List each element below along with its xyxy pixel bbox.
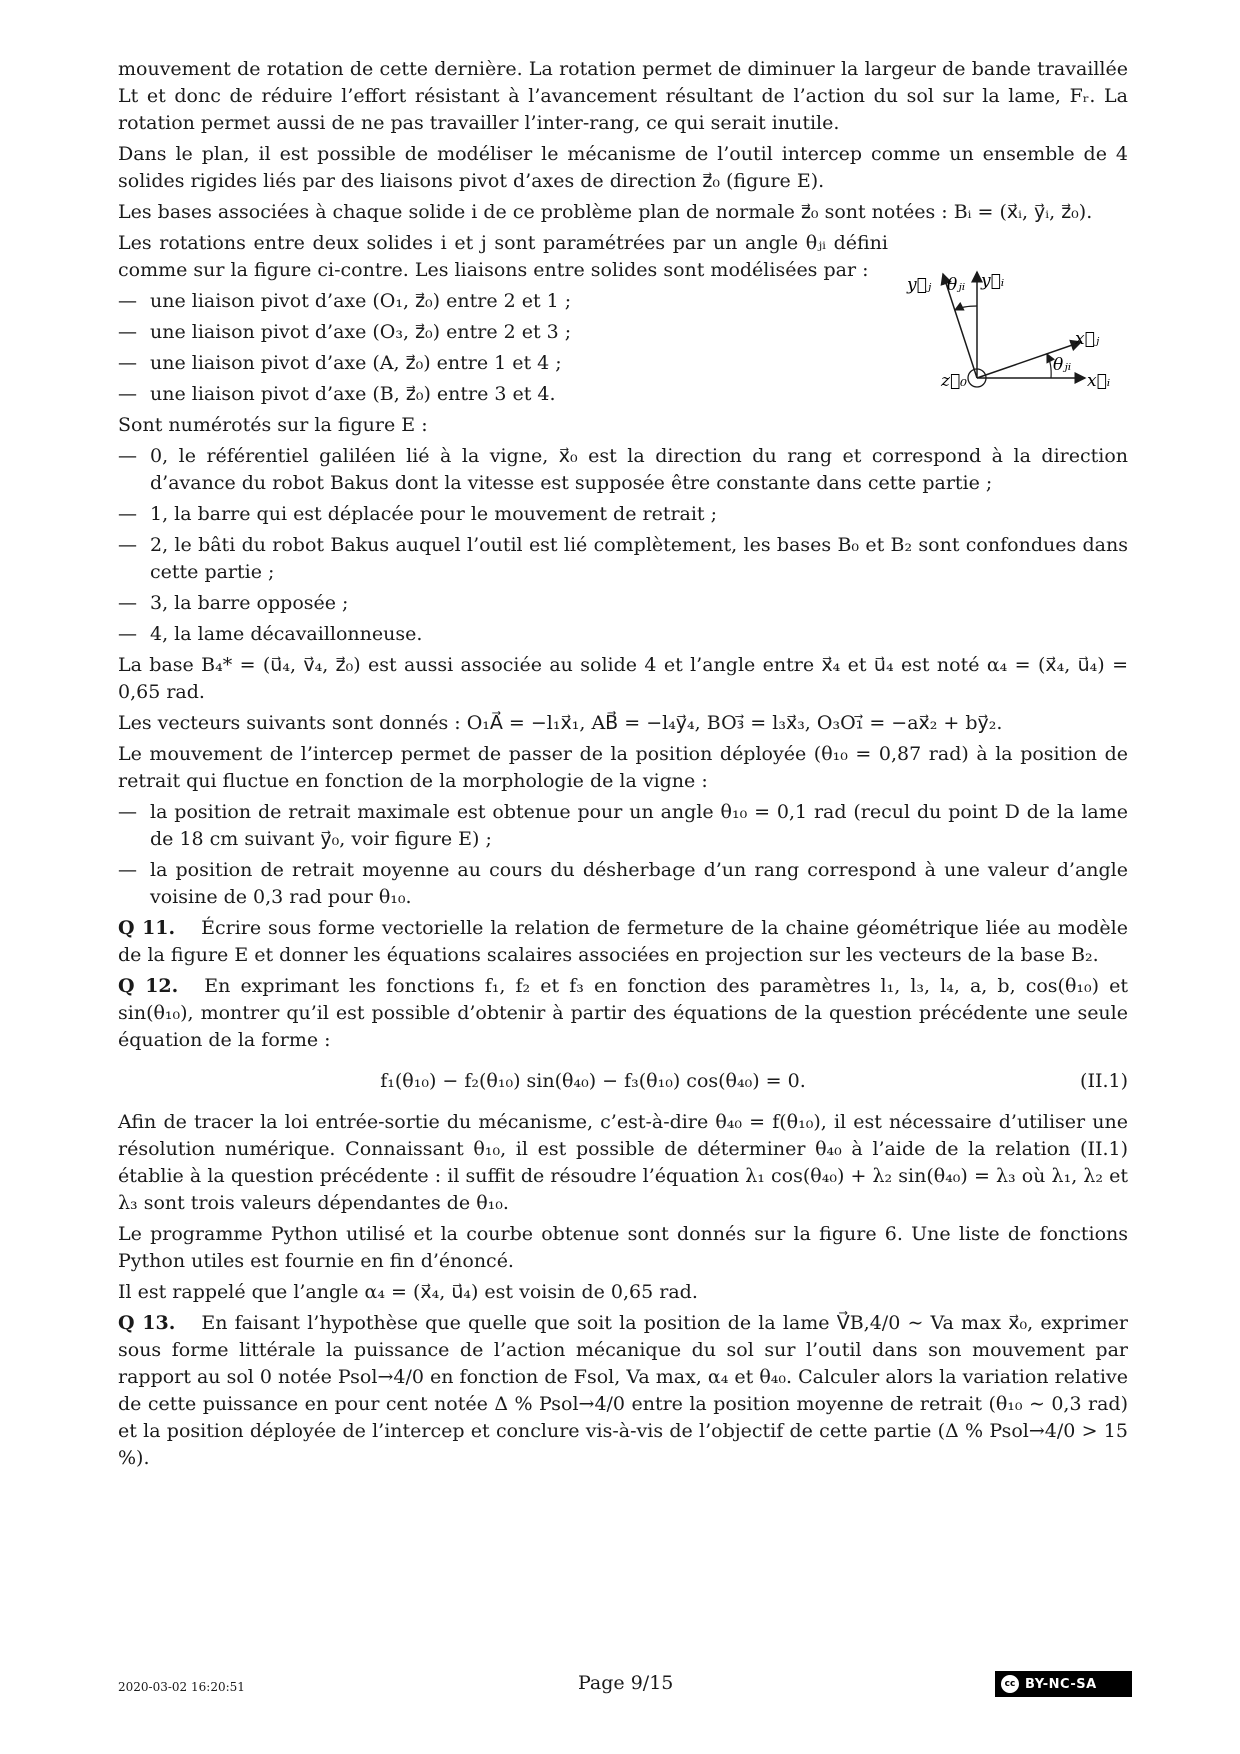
label-y-i: y⃗ᵢ <box>981 271 1005 291</box>
equation-ii1 <box>118 1068 1128 1095</box>
question-11: Q 11. Écrire sous forme vectorielle la relation de fermeture de la chaine géométrique liée au modèle de la figure E et donner les équations scalaires associées en projection sur les vecteurs de la base B₂. <box>118 917 1128 966</box>
question-13: Q 13. En faisant l’hypothèse que quelle que soit la position de la lame V⃗B,4/0 ∼ Va max x⃗₀, exprimer sous forme littérale la puissance de l’action mécanique du sol sur l’outil dans son mouvement par rapport au sol 0 notée Psol→4/0 en fonction de Fsol, Va max, α₄ et θ₄₀. Calculer alors la variation relative de cette puissance en pour cent notée Δ % Psol→4/0 entre la position moyenne de retrait (θ₁₀ ∼ 0,3 rad) et la position déployée de l’intercep et conclure vis-à-vis de l’objectif de cette partie (Δ % Psol→4/0 > 15 %). <box>118 1312 1128 1469</box>
label-theta-top: θⱼᵢ <box>947 275 966 295</box>
license-badge[interactable] <box>995 1671 1132 1697</box>
equation-number: (II.1) <box>1080 1070 1128 1092</box>
cc-icon: cc <box>1001 1675 1019 1693</box>
paragraph: Le programme Python utilisé et la courbe obtenue sont donnés sur la figure 6. Une liste de fonctions Python utiles est fournie en fin d’énoncé. <box>118 1223 1128 1272</box>
label-theta-right: θⱼᵢ <box>1053 355 1072 375</box>
paragraph: Les vecteurs suivants sont donnés : O₁A⃗ = −l₁x⃗₁, AB⃗ = −l₄y⃗₄, BO₃⃗ = l₃x⃗₃, O₃O₁⃗ = −ax⃗₂ + by⃗₂. <box>118 712 1003 734</box>
theta-top-arc <box>955 306 977 310</box>
footer-date: 2020-03-02 16:20:51 <box>118 1680 245 1694</box>
angle-diagram <box>905 250 1145 410</box>
paragraph: La base B₄* = (u⃗₄, v⃗₄, z⃗₀) est aussi associée au solide 4 et l’angle entre x⃗₄ et u⃗₄ est noté α₄ = (x⃗₄, u⃗₄) = 0,65 rad. <box>118 654 1128 703</box>
list-item: — une liaison pivot d’axe (A, z⃗₀) entre 1 et 4 ; <box>118 352 562 374</box>
list-item: — la position de retrait moyenne au cours du désherbage d’un rang correspond à une valeur d’angle voisine de 0,3 rad pour θ₁₀. <box>118 859 1128 908</box>
paragraph: Le mouvement de l’intercep permet de passer de la position déployée (θ₁₀ = 0,87 rad) à la position de retrait qui fluctue en fonction de la morphologie de la vigne : <box>118 743 1128 792</box>
label-z-0: z⃗₀ <box>941 371 967 391</box>
list-item: — la position de retrait maximale est obtenue pour un angle θ₁₀ = 0,1 rad (recul du point D de la lame de 18 cm suivant y⃗₀, voir figure E) ; <box>118 801 1128 850</box>
list-item: — 2, le bâti du robot Bakus auquel l’outil est lié complètement, les bases B₀ et B₂ sont confondues dans cette partie ; <box>118 534 1128 583</box>
license-label: BY-NC-SA <box>1025 1676 1097 1692</box>
paragraph: Les rotations entre deux solides i et j sont paramétrées par un angle θⱼᵢ défini comme sur la figure ci-contre. Les liaisons entre solides sont modélisées par : <box>118 232 888 281</box>
list-item: — une liaison pivot d’axe (B, z⃗₀) entre 3 et 4. <box>118 383 556 405</box>
paragraph: Il est rappelé que l’angle α₄ = (x⃗₄, u⃗₄) est voisin de 0,65 rad. <box>118 1281 698 1303</box>
label-y-j: y⃗ⱼ <box>907 275 932 295</box>
paragraph: mouvement de rotation de cette dernière. La rotation permet de diminuer la largeur de bande travaillée Lt et donc de réduire l’effort résistant à l’avancement résultant de l’action du sol sur la lame, Fᵣ. La rotation permet aussi de ne pas travailler l’inter-rang, ce qui serait inutile. <box>118 58 1128 134</box>
figure-side-text <box>118 230 888 408</box>
list-item: — 1, la barre qui est déplacée pour le mouvement de retrait ; <box>118 503 718 525</box>
list-item: — 3, la barre opposée ; <box>118 592 349 614</box>
list-item: — une liaison pivot d’axe (O₁, z⃗₀) entre 2 et 1 ; <box>118 290 572 312</box>
paragraph: Afin de tracer la loi entrée-sortie du mécanisme, c’est-à-dire θ₄₀ = f(θ₁₀), il est nécessaire d’utiliser une résolution numérique. Connaissant θ₁₀, il est possible de déterminer θ₄₀ à l’aide de la relation (II.1) établie à la question précédente : il suffit de résoudre l’équation λ₁ cos(θ₄₀) + λ₂ sin(θ₄₀) = λ₃ où λ₁, λ₂ et λ₃ sont trois valeurs dépendantes de θ₁₀. <box>118 1111 1128 1214</box>
theta-right-arc <box>1047 354 1051 378</box>
page-number: Page 9/15 <box>578 1672 674 1694</box>
list-item: — 4, la lame décavaillonneuse. <box>118 623 423 645</box>
paragraph: Les bases associées à chaque solide i de ce problème plan de normale z⃗₀ sont notées : Bᵢ = (x⃗ᵢ, y⃗ᵢ, z⃗₀). <box>118 201 1093 223</box>
label-x-i: x⃗ᵢ <box>1087 371 1111 391</box>
question-12: Q 12. En exprimant les fonctions f₁, f₂ et f₃ en fonction des paramètres l₁, l₃, l₄, a, b, cos(θ₁₀) et sin(θ₁₀), montrer qu’il est possible d’obtenir à partir des équations de la question précédente une seule équation de la forme : <box>118 975 1128 1051</box>
label-x-j: x⃗ⱼ <box>1075 329 1100 349</box>
equation-body: f₁(θ₁₀) − f₂(θ₁₀) sin(θ₄₀) − f₃(θ₁₀) cos(θ₄₀) = 0. <box>380 1070 806 1092</box>
paragraph: Sont numérotés sur la figure E : <box>118 414 428 436</box>
paragraph: Dans le plan, il est possible de modéliser le mécanisme de l’outil intercep comme un ensemble de 4 solides rigides liés par des liaisons pivot d’axes de direction z⃗₀ (figure E). <box>118 143 1128 192</box>
list-item: — une liaison pivot d’axe (O₃, z⃗₀) entre 2 et 3 ; <box>118 321 572 343</box>
list-item: — 0, le référentiel galiléen lié à la vigne, x⃗₀ est la direction du rang et correspond à la direction d’avance du robot Bakus dont la vitesse est supposée être constante dans cette partie ; <box>118 445 1128 494</box>
